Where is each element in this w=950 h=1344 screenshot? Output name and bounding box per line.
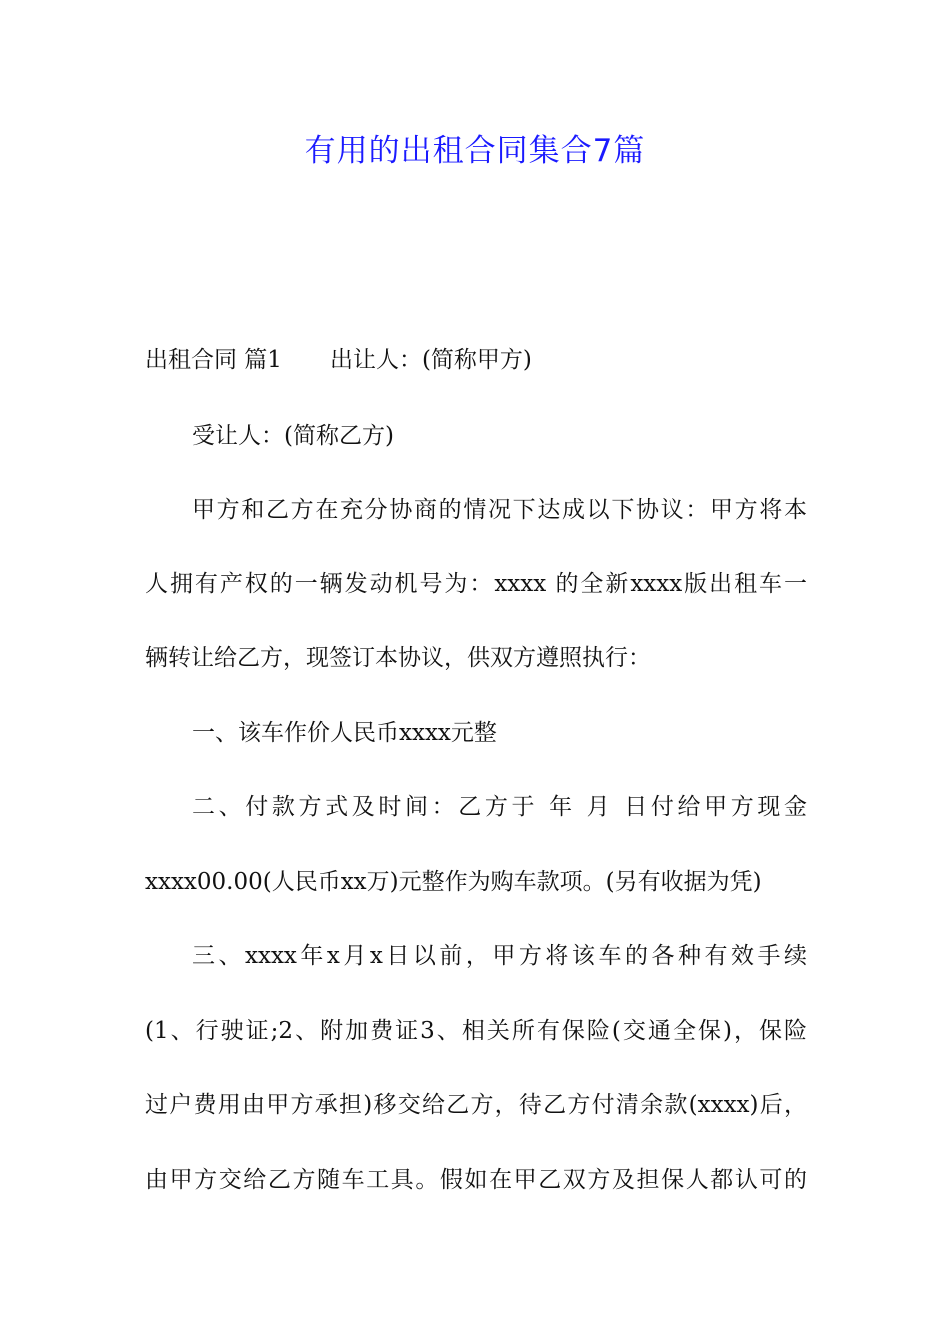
clause-1: 一、该车作价人民币xxxx元整 — [192, 720, 497, 746]
party-b-label: 受让人：(简称乙方) — [192, 423, 394, 449]
clause-3-line-2: (1、行驶证;2、附加费证3、相关所有保险(交通全保)，保险 — [145, 1018, 807, 1044]
clause-2-line-2: xxxx00.00(人民币xx万)元整作为购车款项。(另有收据为凭) — [145, 869, 762, 895]
paragraph-line-1 — [145, 340, 807, 380]
paragraph-line-5: 辆转让给乙方，现签订本协议，供双方遵照执行： — [145, 645, 651, 671]
party-a-label: 出让人：(简称甲方) — [329, 347, 532, 373]
clause-3-line-3: 过户费用由甲方承担)移交给乙方，待乙方付清余款(xxxx)后， — [145, 1092, 807, 1118]
clause-3-line-1: 三、xxxx年x月x日以前，甲方将该车的各种有效手续 — [192, 943, 807, 969]
section-heading: 出租合同 篇1 — [145, 347, 282, 373]
paragraph-line-4: 人拥有产权的一辆发动机号为：xxxx 的全新xxxx版出租车一 — [145, 571, 807, 597]
paragraph-line-3: 甲方和乙方在充分协商的情况下达成以下协议：甲方将本 — [192, 497, 807, 523]
clause-2-line-1: 二、付款方式及时间：乙方于 年 月 日付给甲方现金 — [192, 794, 807, 820]
clause-3-line-4: 由甲方交给乙方随车工具。假如在甲乙双方及担保人都认可的 — [145, 1167, 807, 1193]
document-title: 有用的出租合同集合7篇 — [304, 133, 646, 169]
